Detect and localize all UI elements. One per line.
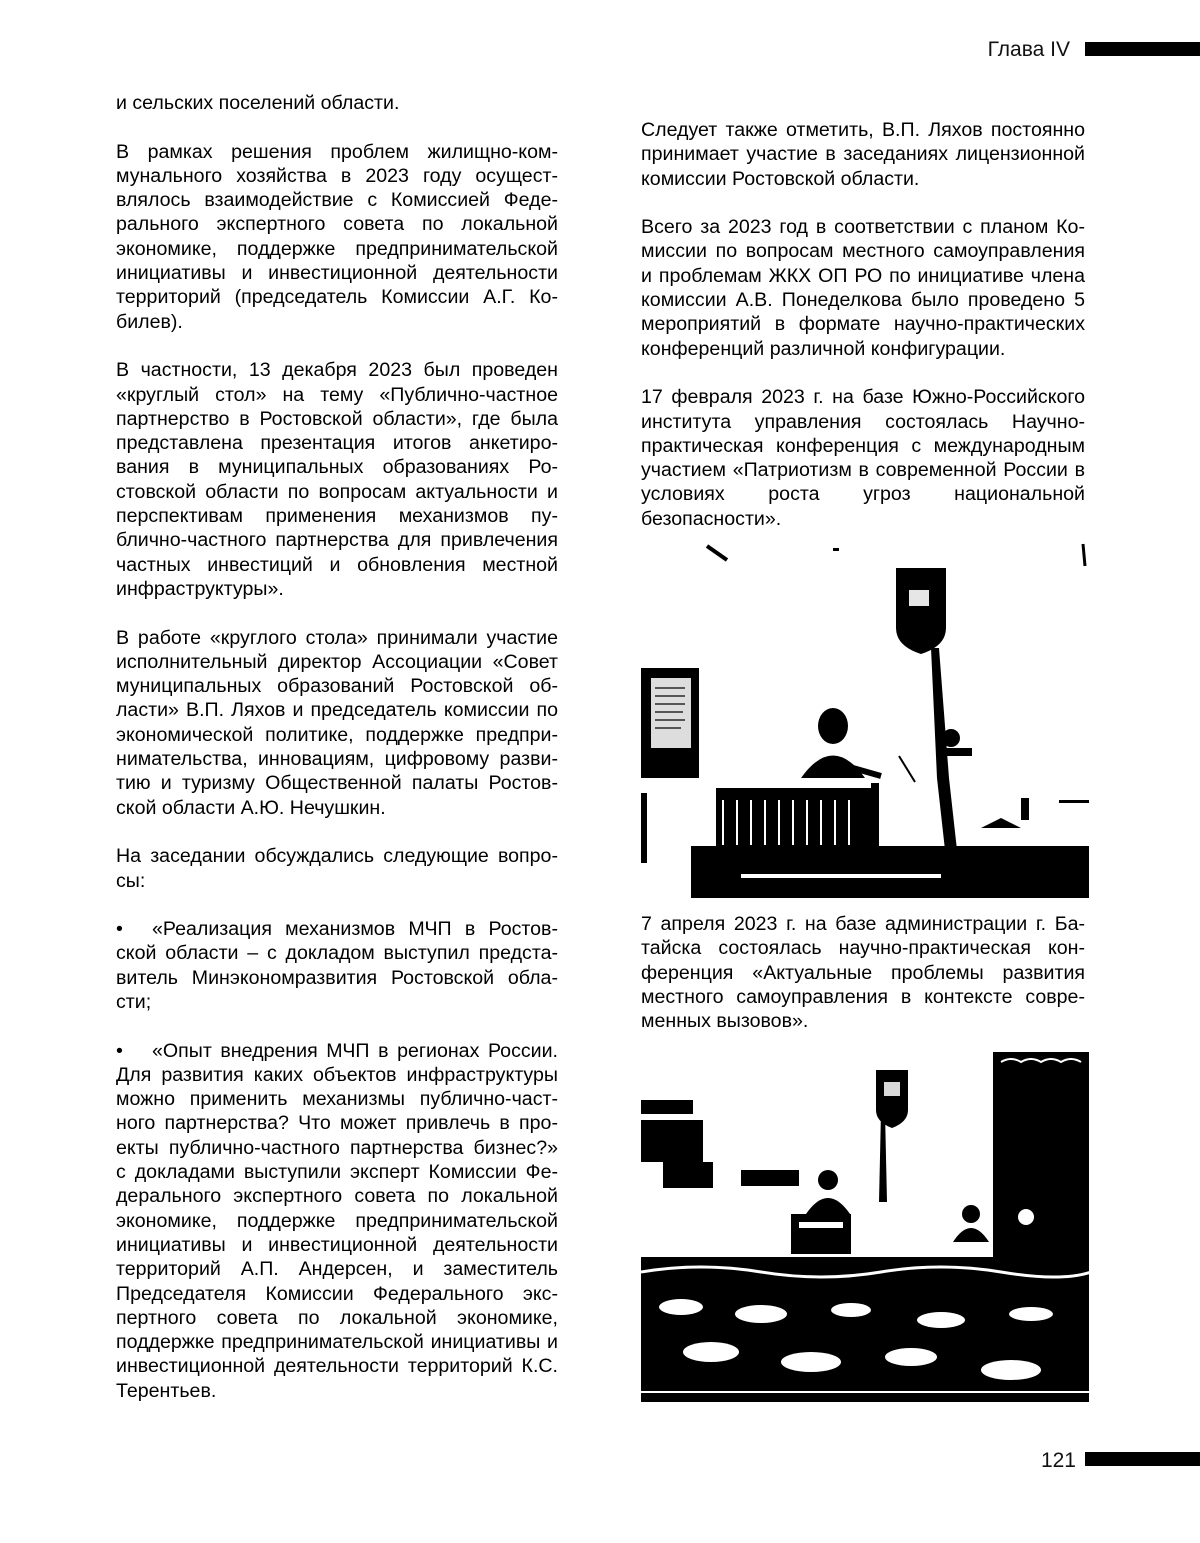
paragraph: Следует также отметить, В.П. Ляхов постоянно принимает участие в заседаниях лицензионной комиссии Ростовской области.: [641, 119, 1085, 190]
page-number: 121: [1040, 1449, 1076, 1472]
right-column: [641, 118, 1085, 555]
paragraph: В рамках решения проблем жилищно-коммунального хозяйства в 2023 году осуществлялось взаимодействие с Комиссией Федерального экспертного совета по локальной экономике, поддержке предпринимательской инициативы и инвестиционной деятельности территорий (председатель Комиссии А.Г. Кобилев).: [116, 140, 558, 333]
paragraph: В частности, 13 декабря 2023 был проведен «круглый стол» на тему «Публично-частное партнерство в Ростовской области», где была представлена презентация итогов анкетирования в муниципальных образованиях Ростовской области по вопросам актуальности и перспективам применения механизмов публично-частного партнерства для привлечения частных инвестиций и обновления местной инфраструктуры».: [116, 359, 558, 600]
paragraph: На заседании обсуждались следующие вопросы:: [116, 845, 558, 892]
right-column-lower: [641, 912, 1085, 1058]
bullet-marker: •: [116, 1039, 123, 1062]
chapter-title: Глава IV: [987, 38, 1070, 61]
header-bar: [1085, 42, 1200, 56]
footer-bar: [1085, 1452, 1200, 1466]
paragraph: Всего за 2023 год в соответствии с планом Комиссии по вопросам местного самоуправления и проблемам ЖКХ ОП РО по инициативе члена комиссии А.В. Понеделкова было проведено 5 мероприятий в формате научно-практических конференций различной конфигурации.: [641, 216, 1085, 360]
paragraph: 17 февраля 2023 г. на базе Южно-Российского института управления состоялась Научно-практическая конференция с международным участием «Патриотизм в современной России в условиях роста угроз национальной безопасности».: [641, 386, 1085, 530]
conference-photo-hall: [641, 1052, 1089, 1402]
hall-photo-illustration: [641, 1052, 1089, 1402]
paragraph: 7 апреля 2023 г. на базе администрации г. Батайска состоялась научно-практическая конференция «Актуальные проблемы развития местного самоуправления в контексте современных вызовов».: [641, 913, 1085, 1033]
paragraph: и сельских поселений области.: [116, 92, 400, 114]
bullet-text: «Опыт внедрения МЧП в регионах России. Для развития каких объектов инфраструктуры можно применить механизмы публично-частного партнерства? Что может привлечь в проекты публично-частного партнерства бизнес?» с докладами выступили эксперт Комиссии Федерального экспертного совета по локальной экономике, поддержке предпринимательской инициативы и инвестиционной деятельности территорий А.П. Андерсен, и заместитель Председателя Комиссии Федерального экспертного совета по локальной экономике, поддержке предпринимательской инициативы и инвестиционной деятельности территорий К.С. Терентьев.: [116, 1039, 558, 1402]
bullet-marker: •: [116, 918, 123, 941]
bullet-item: [116, 917, 558, 1014]
bullet-item: [116, 1039, 558, 1403]
paragraph: В работе «круглого стола» принимали участие исполнительный директор Ассоциации «Совет муниципальных образований Ростовской области» В.П. Ляхов и председатель комиссии по экономической политике, поддержке предпринимательства, инновациям, цифровому развитию и туризму Общественной палаты Ростовской области А.Ю. Нечушкин.: [116, 626, 558, 819]
speaker-photo-illustration: [641, 538, 1089, 898]
left-column: [116, 91, 558, 1427]
conference-photo-speaker: [641, 538, 1089, 898]
bullet-text: «Реализация механизмов МЧП в Ростовской области – с докладом выступил представитель Минэкономразвития Ростовской области;: [116, 918, 558, 1013]
